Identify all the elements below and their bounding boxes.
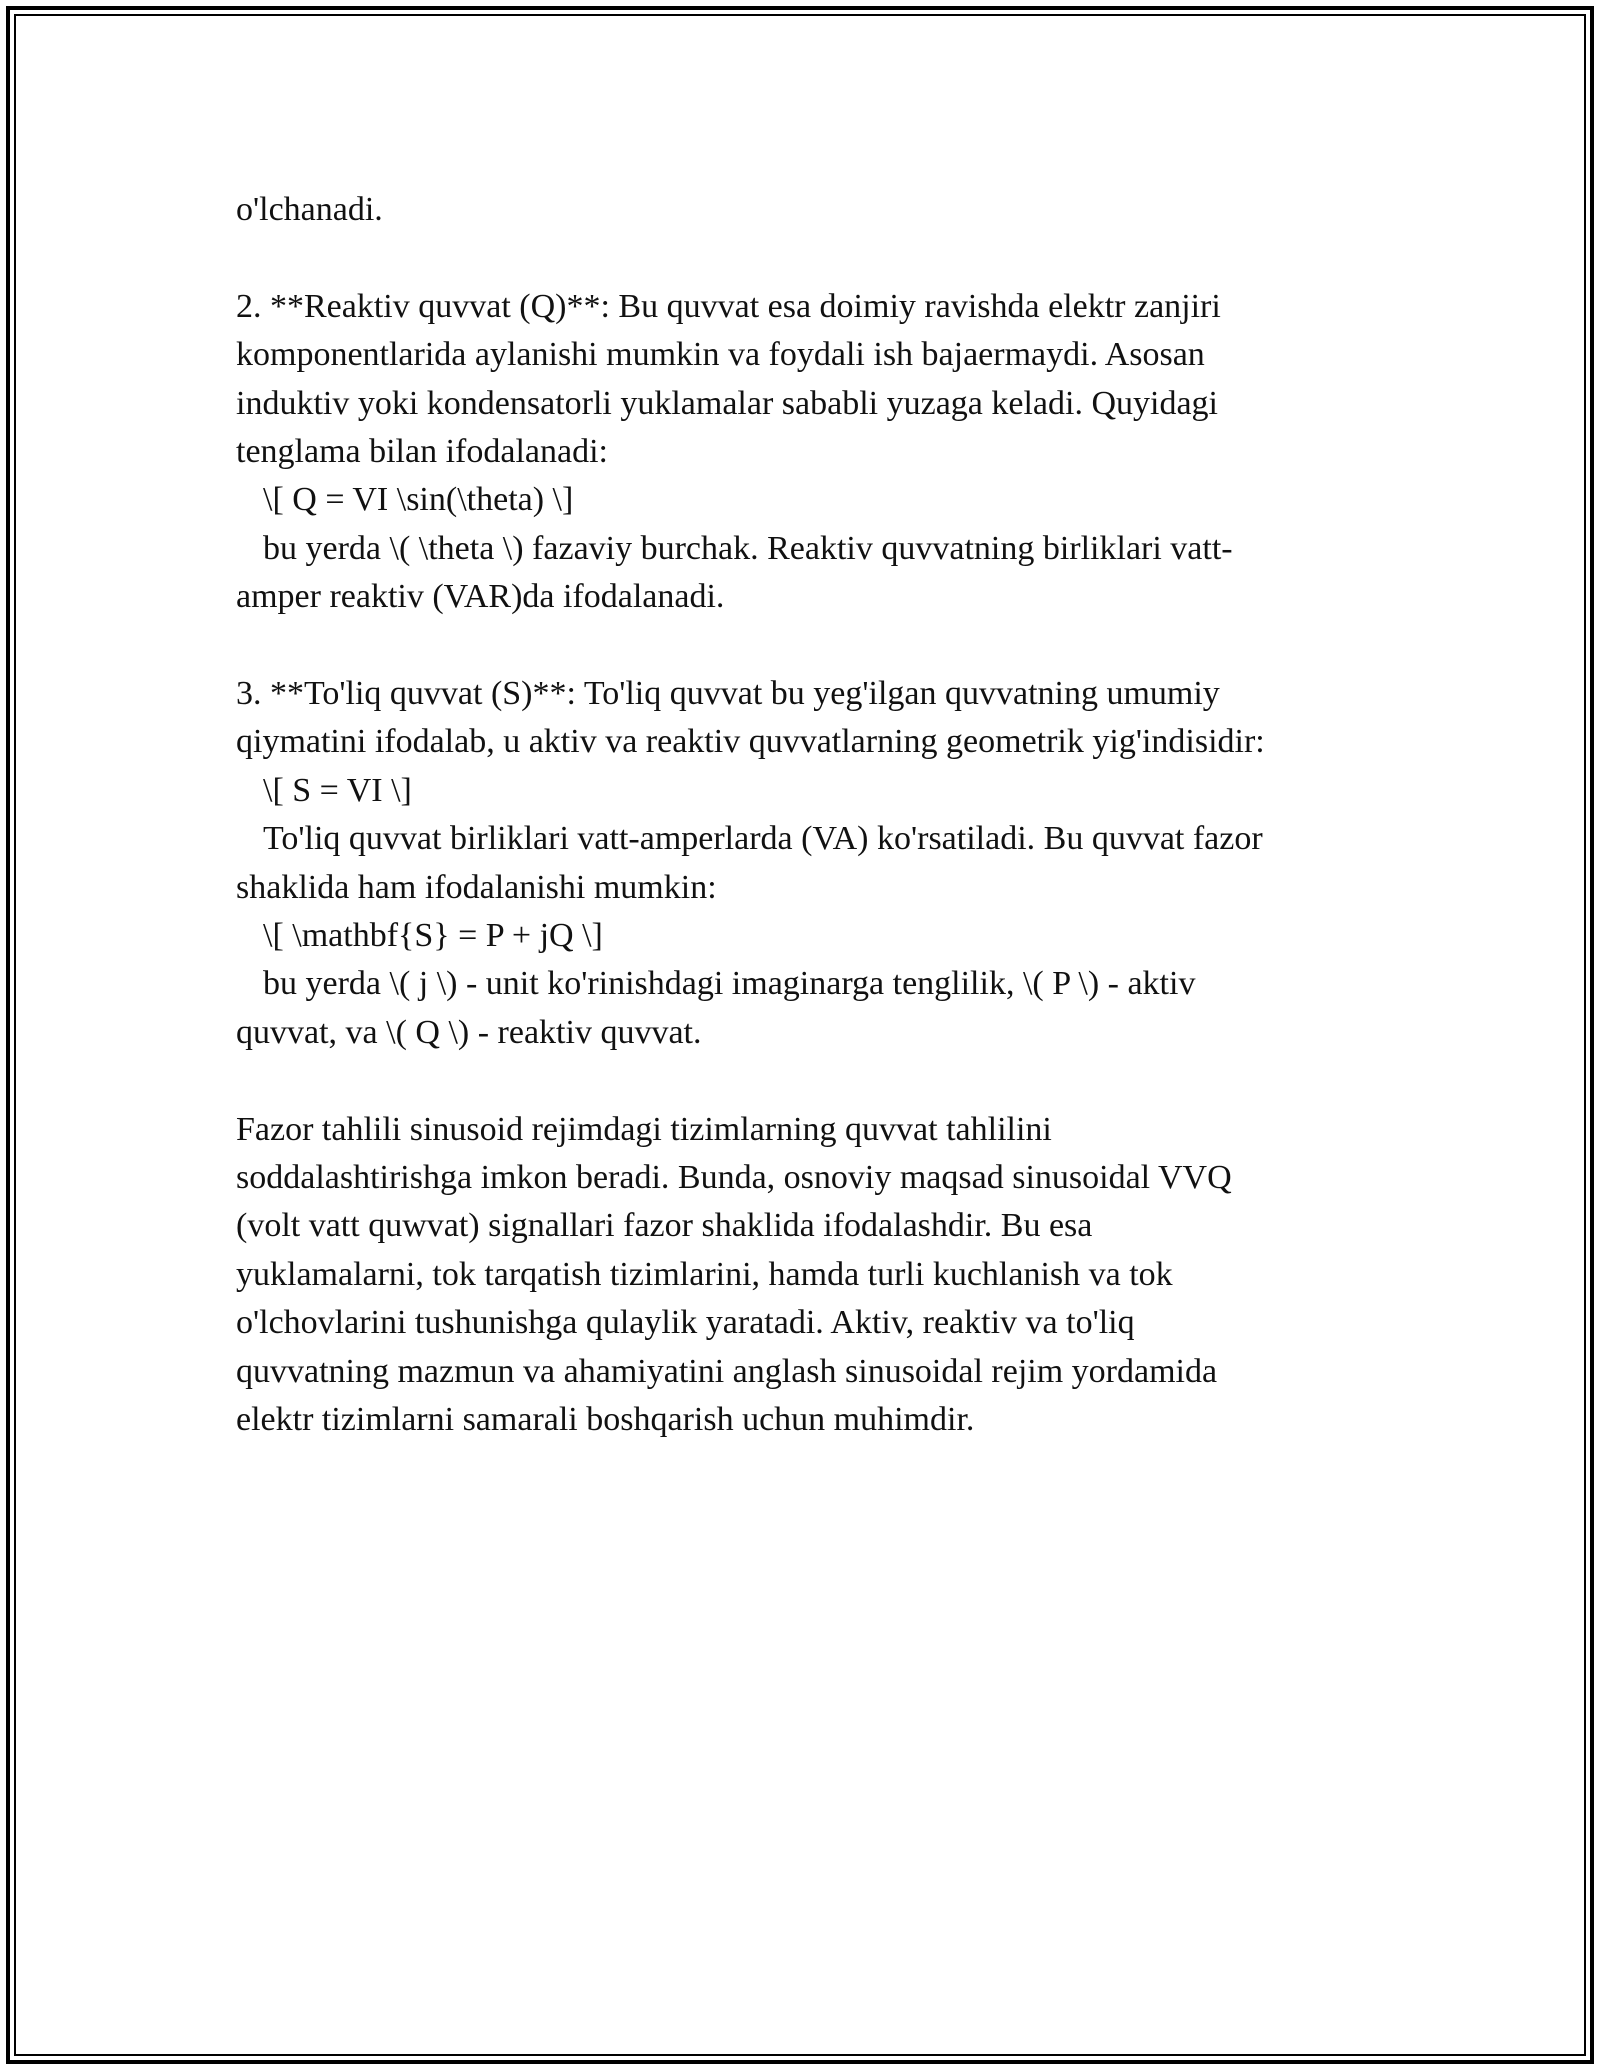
text-line: quvvatning mazmun va ahamiyatini anglash sinusoidal rejim yordamida <box>236 1352 1218 1390</box>
formula-line: \[ Q = VI \sin(\theta) \] <box>263 481 574 519</box>
text-line: soddalashtirishga imkon beradi. Bunda, osnoviy maqsad sinusoidal VVQ <box>236 1159 1232 1197</box>
text-line: 3. **To'liq quvvat (S)**: To'liq quvvat bu yeg'ilgan quvvatning umumiy <box>236 675 1220 713</box>
text-line: komponentlarida aylanishi mumkin va foydali ish bajaermaydi. Asosan <box>236 336 1205 374</box>
text-line: quvvat, va \( Q \) - reaktiv quvvat. <box>236 1013 702 1051</box>
text-line: elektr tizimlarni samarali boshqarish uchun muhimdir. <box>236 1401 975 1439</box>
text-line: bu yerda \( \theta \) fazaviy burchak. Reaktiv quvvatning birliklari vatt- <box>263 529 1233 567</box>
paragraph-gap <box>236 234 1366 282</box>
text-line: 2. **Reaktiv quvvat (Q)**: Bu quvvat esa doimiy ravishda elektr zanjiri <box>236 287 1221 325</box>
text-line: Fazor tahlili sinusoid rejimdagi tizimlarning quvvat tahlilini <box>236 1110 1052 1148</box>
document-body <box>236 186 1366 1445</box>
paragraph-gap <box>236 622 1366 670</box>
text-line: (volt vatt quwvat) signallari fazor shaklida ifodalashdir. Bu esa <box>236 1207 1093 1245</box>
formula-line: \[ \mathbf{S} = P + jQ \] <box>263 917 603 955</box>
text-line: bu yerda \( j \) - unit ko'rinishdagi imaginarga tenglilik, \( P \) - aktiv <box>263 965 1196 1003</box>
text-line: induktiv yoki kondensatorli yuklamalar sababli yuzaga keladi. Quyidagi <box>236 384 1218 422</box>
text-line: amper reaktiv (VAR)da ifodalanadi. <box>236 578 725 616</box>
text-line: To'liq quvvat birliklari vatt-amperlarda (VA) ko'rsatiladi. Bu quvvat fazor <box>263 820 1263 858</box>
text-line: o'lchovlarini tushunishga qulaylik yaratadi. Aktiv, reaktiv va to'liq <box>236 1304 1135 1342</box>
text-line: tenglama bilan ifodalanadi: <box>236 433 608 471</box>
text-line: shaklida ham ifodalanishi mumkin: <box>236 868 717 906</box>
paragraph-gap <box>236 1057 1366 1105</box>
formula-line: \[ S = VI \] <box>263 771 412 809</box>
text-line: yuklamalarni, tok tarqatish tizimlarini, hamda turli kuchlanish va tok <box>236 1255 1173 1293</box>
text-line: o'lchanadi. <box>236 191 383 228</box>
text-line: qiymatini ifodalab, u aktiv va reaktiv quvvatlarning geometrik yig'indisidir: <box>236 723 1265 761</box>
